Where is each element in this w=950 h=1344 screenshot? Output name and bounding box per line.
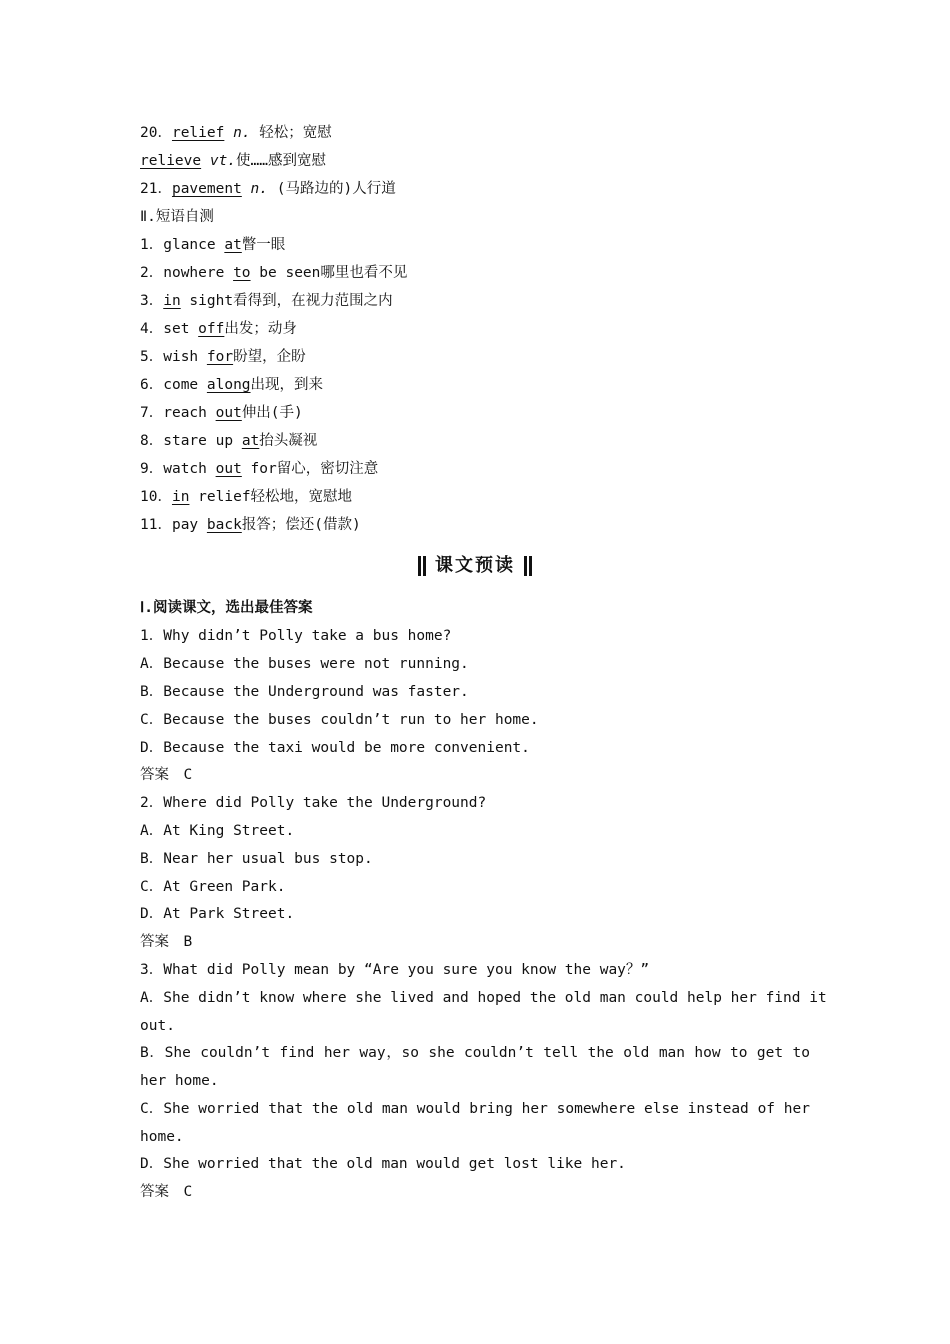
phrase-pre: 6．come — [140, 377, 207, 393]
vocab-item — [140, 121, 810, 145]
phrase-pre: 4．set — [140, 321, 199, 337]
question-line: 1．Why didn’t Polly take a bus home? — [140, 628, 452, 644]
vocab-pos: vt. — [209, 153, 237, 169]
vocab-word: pavement — [171, 181, 242, 197]
phrase-item — [140, 457, 810, 481]
phrase-post: 出现，到来 — [250, 377, 324, 393]
phrase-post: 出发；动身 — [224, 321, 297, 337]
phrase-pre: 7．reach — [140, 405, 216, 421]
vocab-word: relieve — [140, 153, 202, 169]
phrase-answer: along — [206, 377, 251, 393]
vocab-word: relief — [171, 125, 225, 141]
vocab-number: 20． — [140, 125, 172, 141]
phrase-answer: out — [215, 405, 242, 421]
vocab-meaning: (马路边的)人行道 — [276, 181, 396, 197]
phrase-answer: at — [241, 433, 260, 449]
phrase-item — [140, 233, 810, 257]
phrase-pre: 2．nowhere — [140, 265, 234, 281]
phrase-answer: in — [171, 489, 190, 505]
phrase-post: sight看得到，在视力范围之内 — [180, 293, 393, 309]
section-heading — [0, 552, 950, 580]
phrase-item — [140, 513, 810, 537]
phrase-item — [140, 401, 810, 425]
phrase-item — [140, 261, 810, 285]
heading-bar-right — [529, 556, 532, 576]
answer-line: 答案 C — [140, 1184, 193, 1200]
phrase-post: 瞥一眼 — [241, 237, 286, 253]
phrase-answer: for — [206, 349, 234, 365]
option-line: C．At Green Park. — [140, 879, 286, 895]
option-line-continued: out. — [140, 1018, 175, 1034]
phrase-pre: 1．glance — [140, 237, 225, 253]
option-line: B．Because the Underground was faster. — [140, 684, 469, 700]
option-line: A．Because the buses were not running. — [140, 656, 469, 672]
phrase-pre: 10． — [140, 489, 172, 505]
phrase-post: relief轻松地，宽慰地 — [189, 489, 353, 505]
phrase-answer: to — [233, 265, 251, 281]
heading-bar-right — [524, 556, 527, 576]
phrase-post: 盼望，企盼 — [233, 349, 306, 365]
heading-bar-left — [418, 556, 421, 576]
option-line: B．She couldn’t find her way，so she couldn’t tell the old man how to get to — [140, 1045, 810, 1061]
phrase-answer: at — [224, 237, 242, 253]
phrase-post: 抬头凝视 — [259, 433, 318, 449]
phrase-post: for留心，密切注意 — [241, 461, 379, 477]
option-line: B．Near her usual bus stop. — [140, 851, 373, 867]
phrase-answer: back — [206, 517, 242, 533]
phrase-post: 伸出(手) — [241, 405, 303, 421]
option-line: D．She worried that the old man would get lost like her. — [140, 1156, 626, 1172]
phrase-pre: 8．stare up — [140, 433, 242, 449]
vocab-meaning: 轻松；宽慰 — [259, 125, 332, 141]
option-line: A．At King Street. — [140, 823, 295, 839]
vocab-pos: n. — [233, 125, 251, 141]
phrase-post: be seen哪里也看不见 — [250, 265, 408, 281]
phrase-answer: off — [198, 321, 225, 337]
phrase-post: 报答；偿还(借款) — [241, 517, 361, 533]
option-line: A．She didn’t know where she lived and hoped the old man could help her find it — [140, 990, 827, 1006]
option-line: D．At Park Street. — [140, 906, 295, 922]
option-line: C．Because the buses couldn’t run to her home. — [140, 712, 539, 728]
phrase-item — [140, 289, 810, 313]
phrase-pre: 5．wish — [140, 349, 207, 365]
phrase-item — [140, 373, 810, 397]
heading-bar-left — [423, 556, 426, 576]
option-line: D．Because the taxi would be more convenient. — [140, 740, 530, 756]
answer-line: 答案 C — [140, 767, 193, 783]
phrase-item — [140, 429, 810, 453]
phrase-item — [140, 485, 810, 509]
vocab-pos: n. — [250, 181, 269, 197]
phrase-item — [140, 345, 810, 369]
phrase-answer: in — [163, 293, 181, 309]
phrase-section-title: Ⅱ.短语自测 — [140, 209, 214, 225]
phrase-answer: out — [215, 461, 242, 477]
option-line-continued: her home. — [140, 1073, 219, 1089]
vocab-meaning: 使……感到宽慰 — [236, 153, 327, 169]
answer-line: 答案 B — [140, 934, 193, 950]
reading-title: Ⅰ.阅读课文，选出最佳答案 — [140, 600, 313, 616]
phrase-pre: 11．pay — [140, 517, 207, 533]
option-line: C．She worried that the old man would bring her somewhere else instead of her — [140, 1101, 810, 1117]
question-line: 2．Where did Polly take the Underground? — [140, 795, 487, 811]
phrase-pre: 9．watch — [140, 461, 216, 477]
phrase-pre: 3． — [140, 293, 164, 309]
option-line-continued: home. — [140, 1129, 184, 1145]
phrase-item — [140, 317, 810, 341]
vocab-number: 21． — [140, 181, 172, 197]
section-heading-text: 课文预读 — [435, 555, 515, 576]
vocab-item — [140, 177, 810, 201]
question-line: 3．What did Polly mean by “Are you sure you know the way？” — [140, 962, 650, 978]
vocab-item — [140, 149, 810, 173]
